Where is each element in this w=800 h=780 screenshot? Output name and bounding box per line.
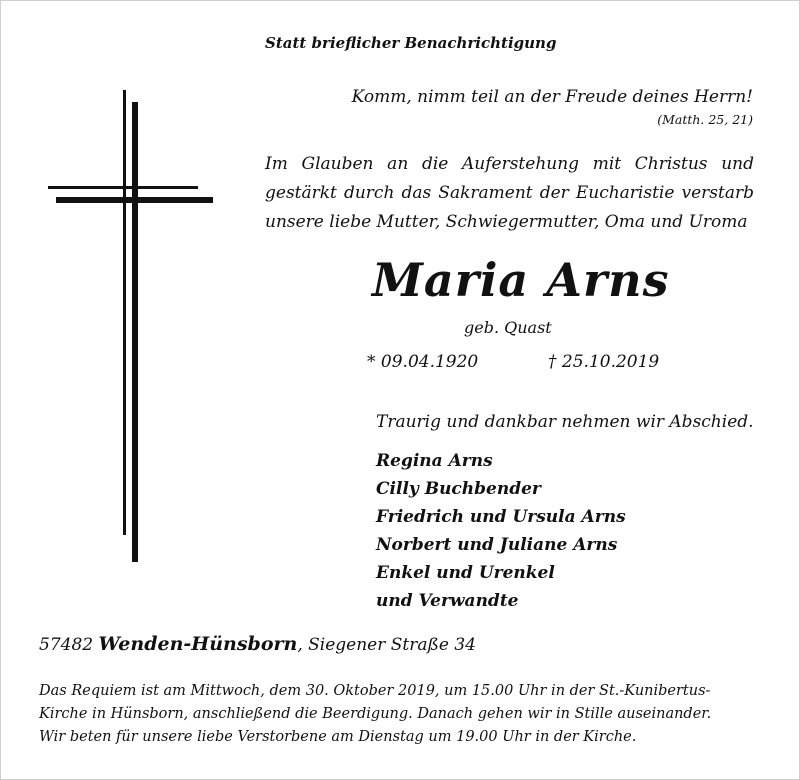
- intro-line: unsere liebe Mutter, Schwiegermutter, Oma und Uroma: [265, 212, 748, 232]
- cross-horizontal-thin: [48, 186, 198, 189]
- address-city: Wenden-Hünsborn: [98, 633, 298, 655]
- bible-quote: Komm, nimm teil an der Freude deines Herrn!: [351, 87, 753, 107]
- cross-icon: [48, 90, 213, 562]
- deceased-name: Maria Arns: [372, 253, 670, 307]
- intro-line: Im Glauben an die Auferstehung mit Christus und: [265, 154, 754, 174]
- cross-horizontal-thick: [56, 197, 213, 203]
- address-zip: 57482: [39, 635, 94, 655]
- mourner: Cilly Buchbender: [376, 479, 541, 499]
- cross-vertical-thick: [132, 102, 138, 562]
- cross-vertical-thin: [123, 90, 126, 535]
- notice-line: Wir beten für unsere liebe Verstorbene am Dienstag um 19.00 Uhr in der Kirche.: [39, 729, 637, 745]
- notice-line: Das Requiem ist am Mittwoch, dem 30. Oktober 2019, um 15.00 Uhr in der St.-Kunibertus-: [39, 683, 711, 699]
- header-text: Statt brieflicher Benachrichtigung: [265, 34, 557, 52]
- notice-line: Kirche in Hünsborn, anschließend die Beerdigung. Danach gehen wir in Stille auseinander.: [39, 706, 712, 722]
- maiden-name: geb. Quast: [464, 318, 552, 337]
- farewell-text: Traurig und dankbar nehmen wir Abschied.: [376, 412, 754, 432]
- mourner: Norbert und Juliane Arns: [376, 535, 618, 555]
- mourner: Enkel und Urenkel: [376, 563, 555, 583]
- funeral-notice: [39, 680, 759, 749]
- mourner: und Verwandte: [376, 591, 519, 611]
- bible-reference: (Matth. 25, 21): [657, 112, 753, 127]
- intro-paragraph: [265, 150, 754, 237]
- mourner: Friedrich und Ursula Arns: [376, 507, 626, 527]
- intro-line: gestärkt durch das Sakrament der Eucharistie verstarb: [265, 183, 754, 203]
- mourners-list: [376, 447, 626, 615]
- mourner: Regina Arns: [376, 451, 493, 471]
- birth-date: * 09.04.1920: [367, 352, 479, 372]
- address-street: , Siegener Straße 34: [297, 635, 476, 655]
- death-date: † 25.10.2019: [548, 352, 660, 372]
- address-line: [39, 633, 476, 655]
